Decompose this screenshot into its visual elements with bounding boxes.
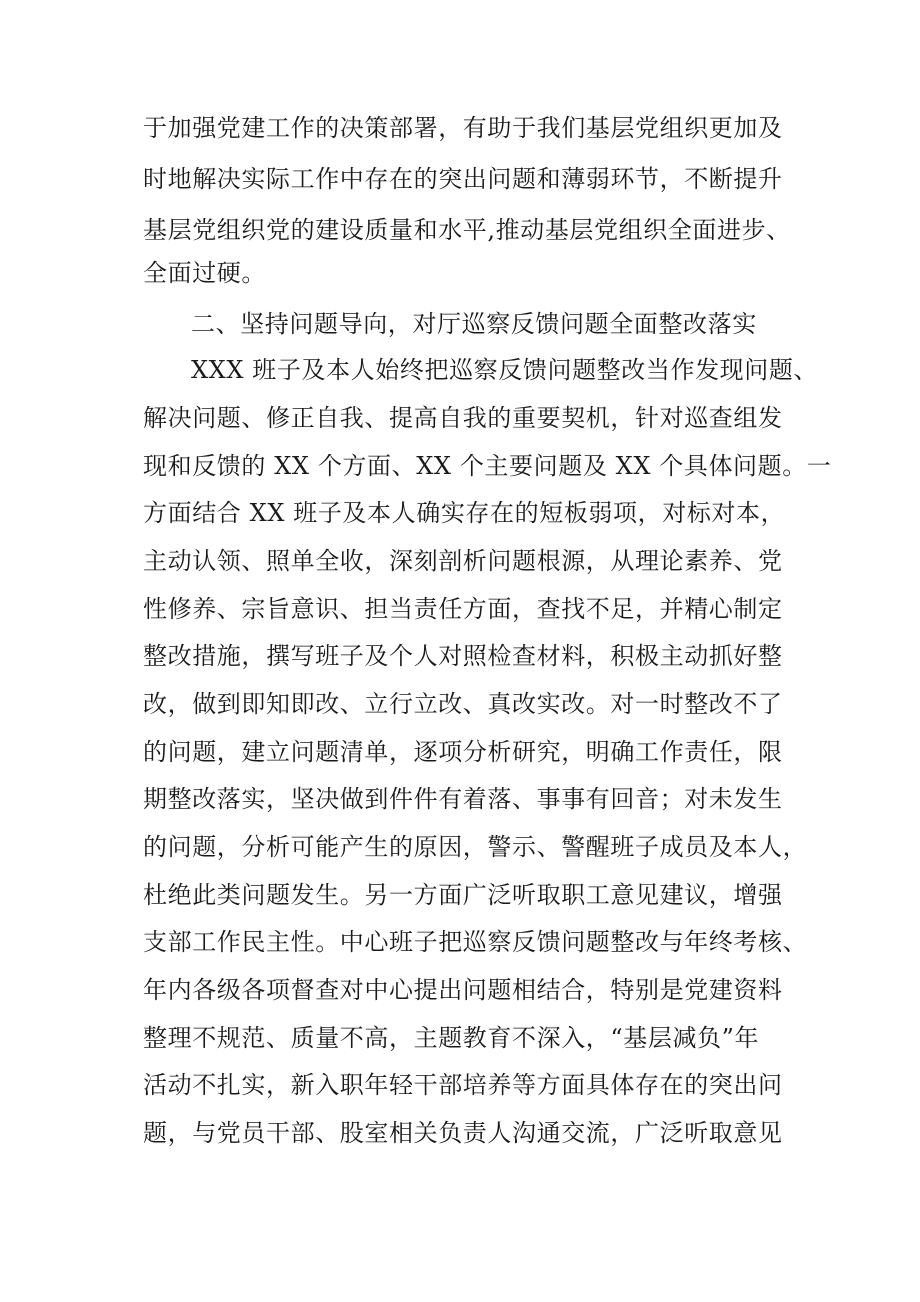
section-heading: 二、坚持问题导向，对厅巡察反馈问题全面整改落实 (191, 310, 757, 338)
text-line: 性修养、宗旨意识、担当责任方面，查找不足，并精心制定 (143, 595, 783, 623)
text-line: 题，与党员干部、股室相关负责人沟通交流，广泛听取意见 (143, 1119, 783, 1147)
text-line: 年内各级各项督查对中心提出问题相结合，特别是党建资料 (143, 976, 783, 1004)
text-line: 杜绝此类问题发生。另一方面广泛听取职工意见建议，增强 (143, 881, 783, 909)
text-line: 方面结合 XX 班子及本人确实存在的短板弱项，对标对本， (143, 499, 786, 527)
text-line: 的问题，分析可能产生的原因，警示、警醒班子成员及本人， (143, 833, 808, 861)
text-line: 整理不规范、质量不高，主题教育不深入，“基层减负”年 (143, 1024, 760, 1052)
text-line: 活动不扎实，新入职年轻干部培养等方面具体存在的突出问 (143, 1071, 783, 1099)
text-line: 支部工作民主性。中心班子把巡察反馈问题整改与年终考核、 (143, 928, 808, 956)
text-line: 主动认领、照单全收，深刻剖析问题根源，从理论素养、党 (143, 547, 783, 575)
text-line: 于加强党建工作的决策部署，有助于我们基层党组织更加及 (143, 114, 783, 142)
text-line: 改，做到即知即改、立行立改、真改实改。对一时整改不了 (143, 690, 783, 718)
text-line: 时地解决实际工作中存在的突出问题和薄弱环节，不断提升 (143, 165, 783, 193)
text-line: 整改措施，撰写班子及个人对照检查材料，积极主动抓好整 (143, 642, 783, 670)
text-line: 现和反馈的 XX 个方面、XX 个主要问题及 XX 个具体问题。一 (143, 452, 832, 480)
text-line: 基层党组织党的建设质量和水平,推动基层党组织全面进步、 (143, 216, 791, 244)
text-line: 全面过硬。 (143, 259, 266, 287)
paragraph-first-line: XXX 班子及本人始终把巡察反馈问题整改当作发现问题、 (191, 356, 819, 384)
text-line: 解决问题、修正自我、提高自我的重要契机，针对巡查组发 (143, 404, 783, 432)
text-line: 期整改落实，坚决做到件件有着落、事事有回音；对未发生 (143, 785, 783, 813)
text-line: 的问题，建立问题清单，逐项分析研究，明确工作责任，限 (143, 738, 783, 766)
